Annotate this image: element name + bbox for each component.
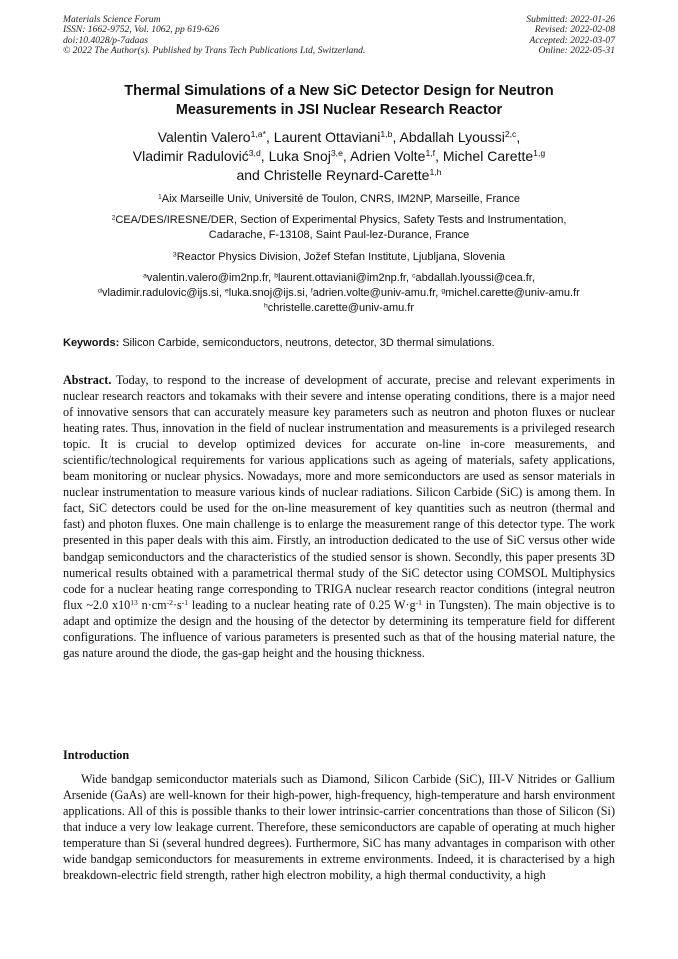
introduction-body <box>63 771 615 883</box>
email-address[interactable]: adrien.volte@univ-amu.fr <box>312 287 436 299</box>
abstract-text: in Tungsten). The main objective is to adapt and optimize the design and the housing of the detector by determining its temperature field for different configurations. The influence of various parameters is presented such as that of the housing material nature, the gas nature around the diode, the gas-gap height and the housing thickness. <box>63 597 615 660</box>
abstract-sup: -1 <box>415 597 422 607</box>
author-name: Abdallah Lyoussi <box>399 129 505 145</box>
affiliation-sup: 1 <box>157 193 162 201</box>
email-sup: e <box>225 287 229 295</box>
authors-and: and <box>236 167 260 183</box>
author-sep: , <box>266 129 274 145</box>
author-sup: 2,c <box>504 129 517 140</box>
author-name: Luka Snoj <box>268 148 331 164</box>
email-list <box>63 271 615 316</box>
affiliation-2-line-2: Cadarache, F-13108, Saint Paul-lez-Durance, France <box>208 229 470 241</box>
email-sup: f <box>310 287 313 295</box>
keywords <box>63 336 615 350</box>
author-sup: 1,b <box>380 129 393 140</box>
affiliation-sup: 2 <box>111 214 116 222</box>
abstract <box>63 372 615 661</box>
email-address[interactable]: abdallah.lyoussi@cea.fr <box>415 272 532 284</box>
accepted-date: Accepted: 2022-03-07 <box>529 34 615 46</box>
author-name: Laurent Ottaviani <box>273 129 381 145</box>
abstract-text: Today, to respond to the increase of development of accurate, precise and relevant experiments in nuclear research reactors and tokamaks with their severe and intense operating conditions, there is a major need of innovative sensors that can accurately measure key parameters such as neutron and photon fluxes or nuclear heating rates. Thus, innovation in the field of nuclear instrumentation and measurements is a privileged research topic. It is crucial to develop optimized devices for accurate on-line in-core measurements, and scientific/technological requirements for various applications such as ageing of materials, safety applications, beam monitoring or nuclear physics. Nowadays, more and more semiconductors are used as sensor materials in nuclear instrumentation to measure various kinds of nuclear radiations. Silicon Carbide (SiC) is among them. In fact, SiC detectors could be used for the on-line measurement of key quantities such as neutron (thermal and fast) and photon fluxes. One main challenge is to enlarge the measurement range of this detector type. The work presented in this paper deals with this aim. Firstly, an introduction dedicated to the use of SiC versus other wide bandgap semiconductors and the characteristics of the studied sensor is shown. Secondly, this paper presents 3D numerical results obtained with a parametrical thermal study of the SiC detector using COMSOL Multiphysics code for a nuclear heating range corresponding to TRIGA nuclear research reactor conditions (integral neutron flux ~2.0 x10 <box>63 373 615 612</box>
authors-line-2 <box>63 147 615 166</box>
author-sup: 1,a* <box>250 129 267 140</box>
email-address[interactable]: valentin.valero@im2np.fr <box>146 272 269 284</box>
email-line-3 <box>63 301 615 316</box>
abstract-sup: 13 <box>130 597 138 607</box>
email-sup: a <box>143 272 147 280</box>
author-sup: 1,f <box>425 148 436 159</box>
introduction-heading: Introduction <box>63 748 130 762</box>
affiliation-2-line-1 <box>63 213 615 228</box>
author-name: Valentin Valero <box>157 129 251 145</box>
affiliation-text: Reactor Physics Division, Jožef Stefan Institute, Ljubljana, Slovenia <box>176 251 506 263</box>
author-sup: 1,h <box>429 167 442 178</box>
email-address[interactable]: vladimir.radulovic@ijs.si <box>101 287 219 299</box>
abstract-sup: -1 <box>181 597 189 607</box>
author-sep: , <box>516 129 521 145</box>
author-sep: , <box>342 148 350 164</box>
email-sup: h <box>263 302 268 310</box>
affiliation-text: CEA/DES/IRESNE/DER, Section of Experimental Physics, Safety Tests and Instrumentation, <box>115 214 567 226</box>
introduction-paragraph: Wide bandgap semiconductor materials such as Diamond, Silicon Carbide (SiC), III-V Nitrides or Gallium Arsenide (GaAs) are well-known for their high-power, high-frequency, high-temperature and harsh environment applications. All of this is possible thanks to their lower intrinsic-carrier concentrations than those of Silicon (Si) that induce a very low leakage current. Therefore, these semiconductors are capable of operating at much higher temperature than Si (several hundred degrees). Furthermore, SiC has many advantages in comparison with other wide bandgap semiconductors for measurements in extreme environments. Indeed, it is characterised by a high breakdown-electric field strength, rather high electron mobility, a high thermal conductivity, a high <box>63 772 615 883</box>
title-line-2: Measurements in JSI Nuclear Research Reactor <box>175 102 503 118</box>
author-sup: 3,e <box>330 148 343 159</box>
author-name: Christelle Reynard-Carette <box>263 167 430 183</box>
email-address[interactable]: michel.carette@univ-amu.fr <box>445 287 580 299</box>
author-name: Michel Carette <box>442 148 534 164</box>
email-line-1: $^a$valentin.valero@im2np.fr, $^b$laurent.ottaviani@im2np.fr, $^c$abdallah.lyoussi@cea.fr, <box>143 272 535 284</box>
affiliation-sup: 3 <box>172 251 177 259</box>
doi-line: doi:10.4028/p-7adaas <box>63 34 149 46</box>
abstract-text: n·cm <box>137 597 167 612</box>
affiliation-2 <box>63 213 615 243</box>
issn-line: ISSN: 1662-9752, Vol. 1062, pp 619-626 <box>63 24 220 36</box>
affiliation-text: Aix Marseille Univ, Université de Toulon, CNRS, IM2NP, Marseille, France <box>161 193 521 205</box>
email-sup: b <box>274 272 279 280</box>
copyright-line: © 2022 The Author(s). Published by Trans Tech Publications Ltd, Switzerland. <box>63 45 366 57</box>
email-address[interactable]: christelle.carette@univ-amu.fr <box>267 302 415 314</box>
title-line-1: Thermal Simulations of a New SiC Detector Design for Neutron <box>124 83 554 99</box>
submitted-date: Submitted: 2022-01-26 <box>526 14 615 25</box>
author-name: Vladimir Radulović <box>132 148 249 164</box>
email-address[interactable]: luka.snoj@ijs.si <box>228 287 305 299</box>
email-sup: d <box>98 287 102 295</box>
abstract-text: ·s <box>172 597 182 612</box>
author-sup: 1,g <box>533 148 546 159</box>
author-sep: , <box>392 129 400 145</box>
paper-title <box>63 82 615 120</box>
author-sup: 3,d <box>248 148 261 159</box>
abstract-label: Abstract. <box>63 373 112 387</box>
authors-line-1 <box>63 128 615 147</box>
authors-line-3 <box>63 166 615 185</box>
keywords-label: Keywords: <box>63 337 120 349</box>
journal-info <box>63 15 365 57</box>
journal-name: Materials Science Forum <box>63 14 161 25</box>
author-sep: , <box>435 148 443 164</box>
abstract-sup: -2 <box>166 597 173 607</box>
keywords-text: Silicon Carbide, semiconductors, neutrons, detector, 3D thermal simulations. <box>122 337 495 349</box>
dates-info <box>526 15 615 57</box>
abstract-text: leading to a nuclear heating rate of 0.25 W·g <box>188 597 416 612</box>
author-sep: , <box>260 148 269 164</box>
email-sup: g <box>441 287 446 295</box>
online-date: Online: 2022-05-31 <box>538 45 615 57</box>
page-header <box>63 15 615 57</box>
email-address[interactable]: laurent.ottaviani@im2np.fr <box>278 272 406 284</box>
author-list <box>63 128 615 185</box>
affiliation-3 <box>63 250 615 265</box>
author-name: Adrien Volte <box>349 148 426 164</box>
affiliation-1 <box>63 192 615 207</box>
revised-date: Revised: 2022-02-08 <box>534 24 615 36</box>
email-line-2: $^d$vladimir.radulovic@ijs.si, $^e$luka.snoj@ijs.si, $^f$adrien.volte@univ-amu.fr, $^g$michel.carette@univ-amu.fr <box>98 287 580 299</box>
email-sup: c <box>412 272 416 280</box>
